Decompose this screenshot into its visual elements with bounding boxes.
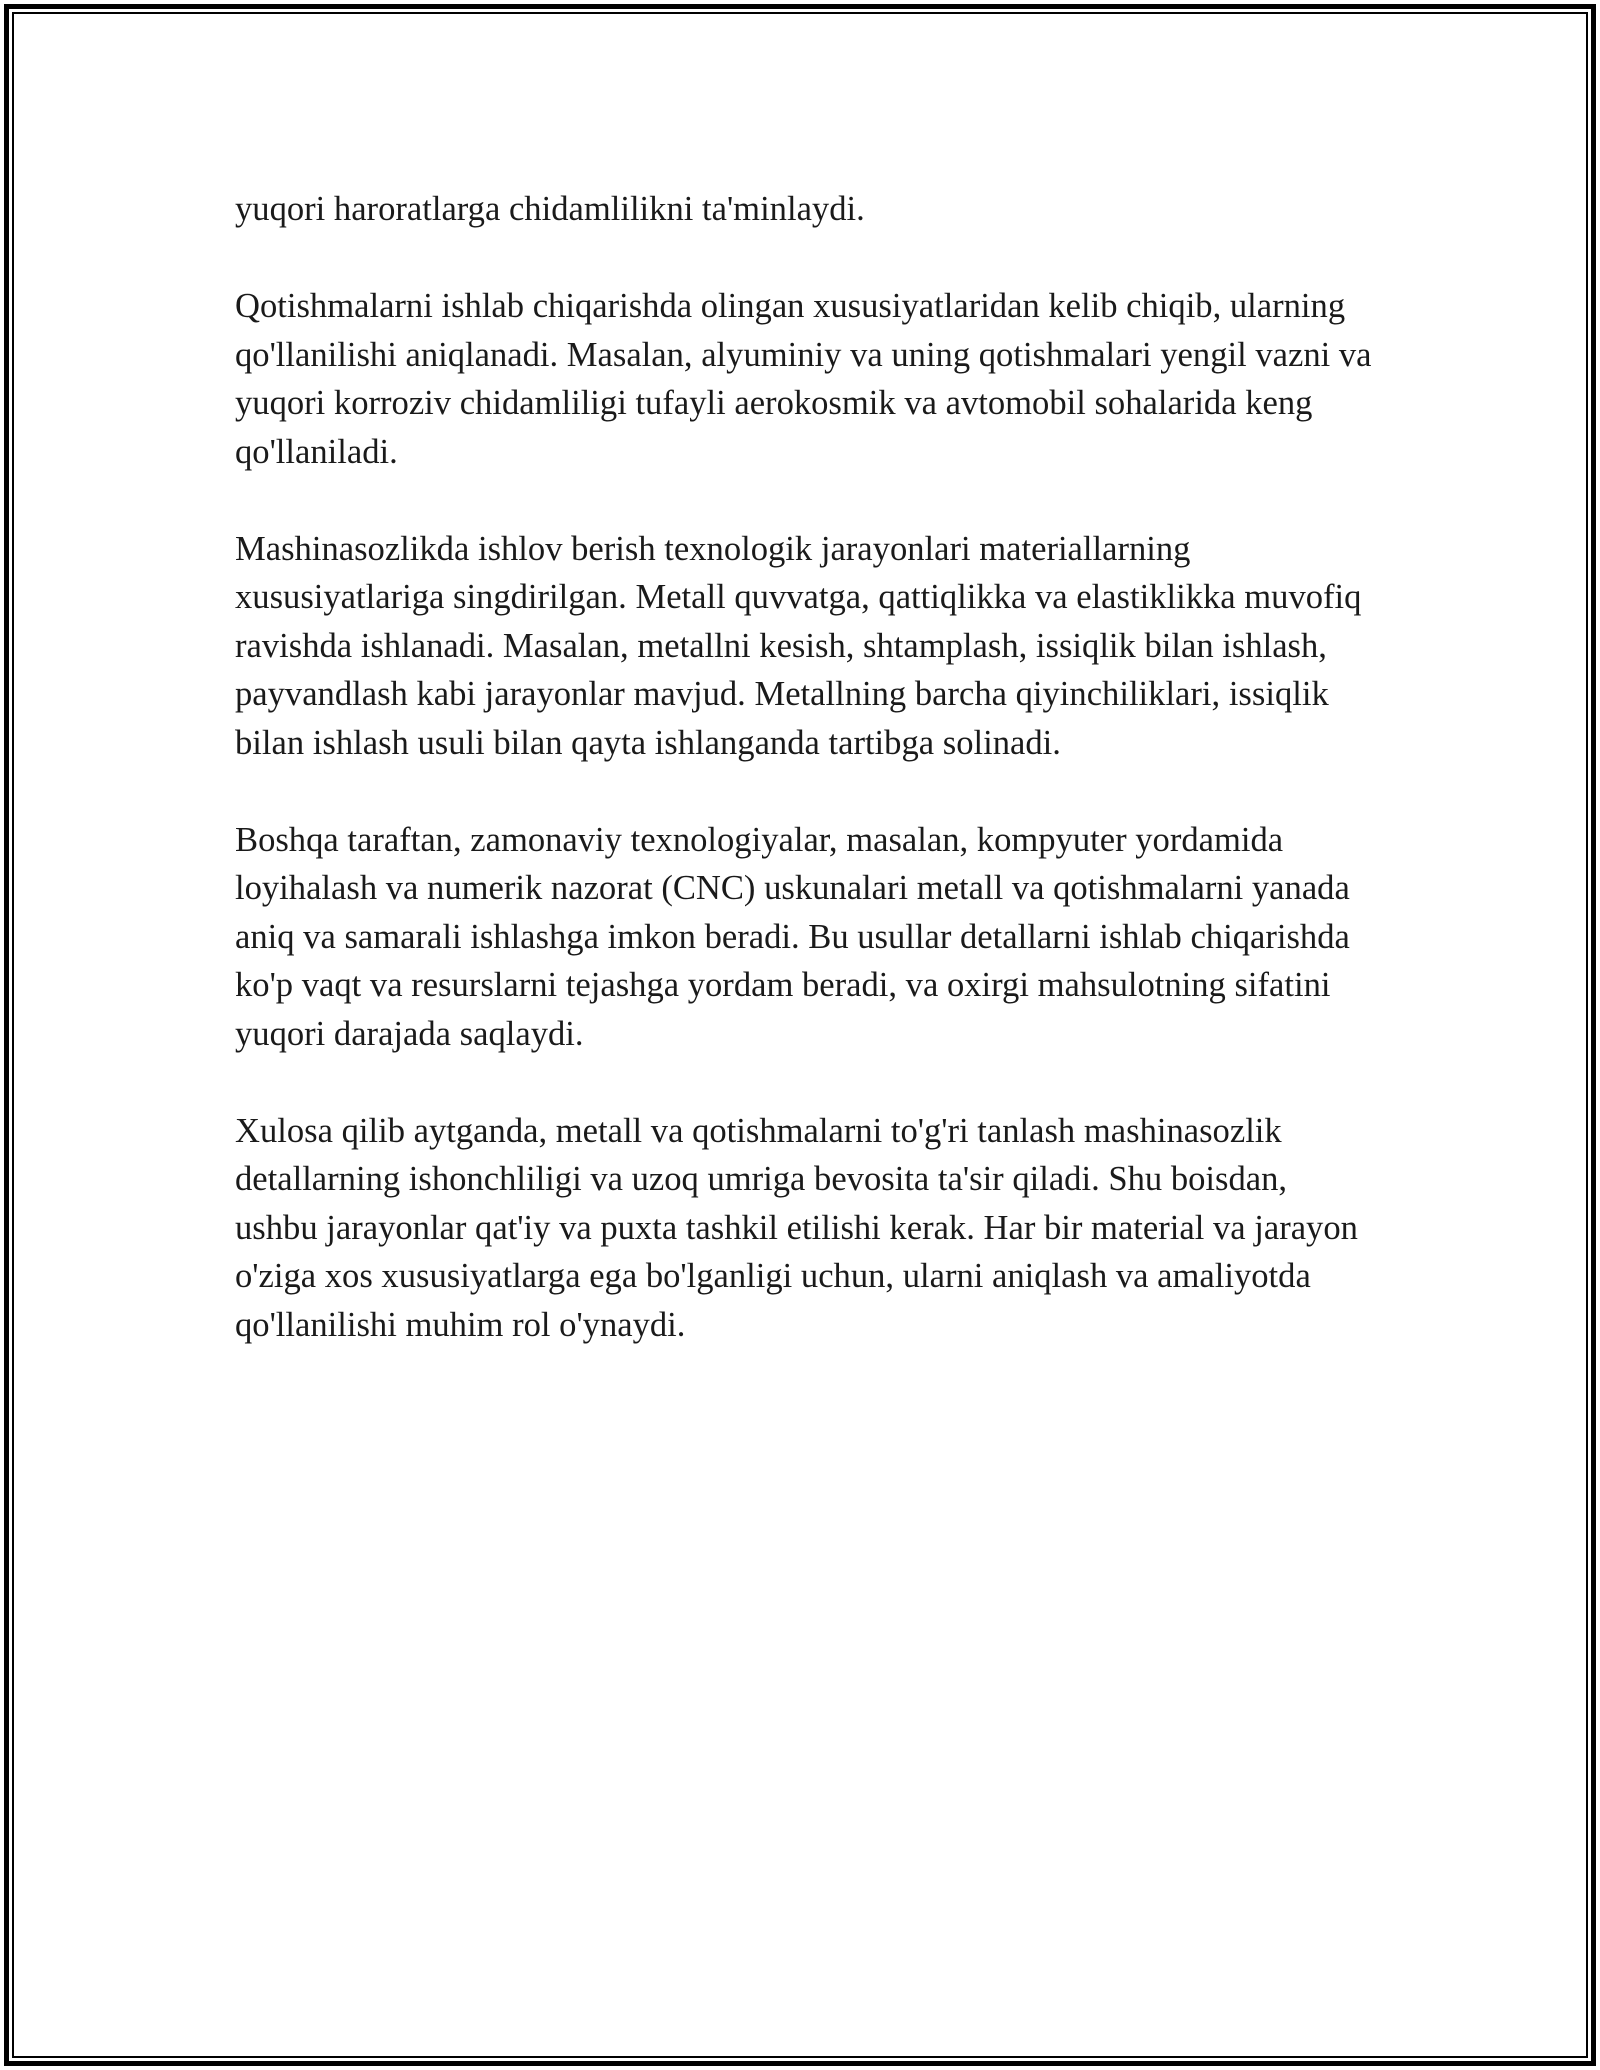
paragraph-2: Qotishmalarni ishlab chiqarishda olingan xususiyatlaridan kelib chiqib, ularning qo'llanilishi aniqlanadi. Masalan, alyuminiy va uning qotishmalari yengil vazni va yuqori korroziv chidamliligi tufayli aerokosmik va avtomobil sohalarida keng qo'llaniladi. (235, 287, 1372, 471)
paragraph-3: Mashinasozlikda ishlov berish texnologik jarayonlari materiallarning xususiyatlariga singdirilgan. Metall quvvatga, qattiqlikka va elastiklikka muvofiq ravishda ishlanadi. Masalan, metallni kesish, shtamplash, issiqlik bilan ishlash, payvandlash kabi jarayonlar mavjud. Metallning barcha qiyinchiliklari, issiqlik bilan ishlash usuli bilan qayta ishlanganda tartibga solinadi. (235, 529, 1362, 762)
paragraph-1: yuqori haroratlarga chidamlilikni ta'minlaydi. (235, 190, 865, 228)
document-body (235, 185, 1375, 1398)
paragraph-4: Boshqa taraftan, zamonaviy texnologiyalar, masalan, kompyuter yordamida loyihalash va numerik nazorat (CNC) uskunalari metall va qotishmalarni yanada aniq va samarali ishlashga imkon beradi. Bu usullar detallarni ishlab chiqarishda ko'p vaqt va resurslarni tejashga yordam beradi, va oxirgi mahsulotning sifatini yuqori darajada saqlaydi. (235, 820, 1350, 1053)
paragraph-5: Xulosa qilib aytganda, metall va qotishmalarni to'g'ri tanlash mashinasozlik detallarning ishonchliligi va uzoq umriga bevosita ta'sir qiladi. Shu boisdan, ushbu jarayonlar qat'iy va puxta tashkil etilishi kerak. Har bir material va jarayon o'ziga xos xususiyatlarga ega bo'lganligi uchun, ularni aniqlash va amaliyotda qo'llanilishi muhim rol o'ynaydi. (235, 1111, 1358, 1344)
